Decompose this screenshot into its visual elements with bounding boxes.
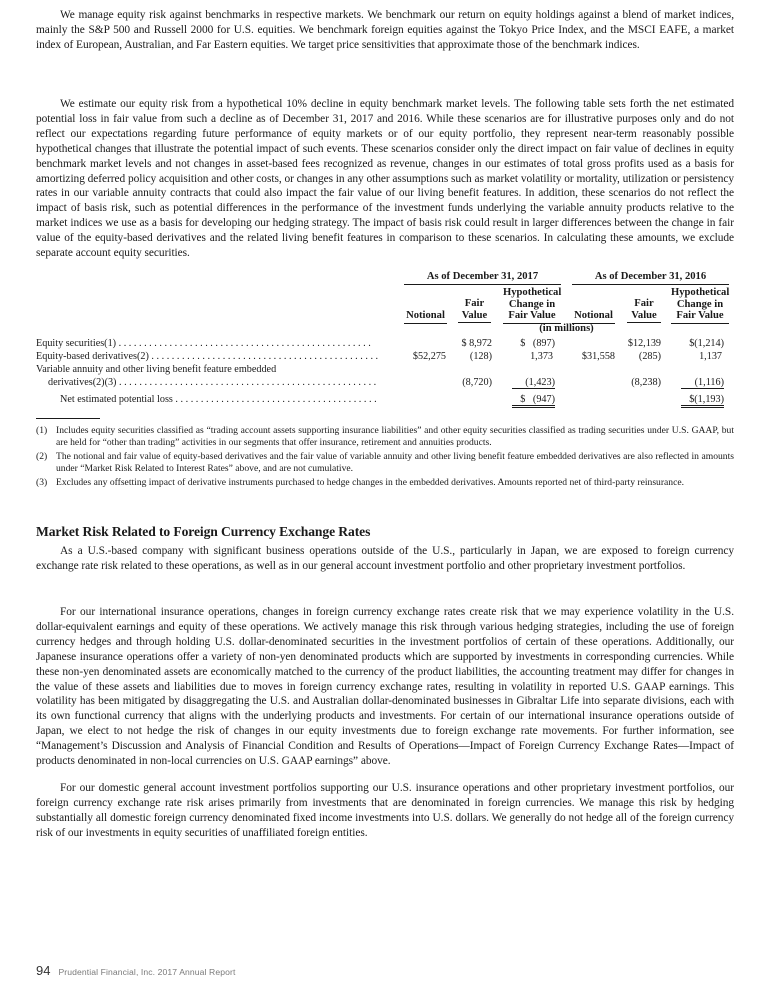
row-label-variable-annuity-line2: derivatives(2)(3) . . . . . . . . . . . . . . . . . . . . . . . . . . . . . . . . . . . . . . . . . . . . . . . . . . .	[48, 377, 377, 388]
cell-hyp-change-2017: 1,373	[530, 351, 553, 362]
footnote-text: Includes equity securities classified as “trading account assets supporting insurance liabilities” and other equity securities classified as trading securities under U.S. GAAP, but are held for “other than trading” activities in our segments that offer insurance, retirement and annuities products.	[56, 425, 734, 449]
cell-hyp-change-2016: $(1,214)	[689, 338, 724, 349]
cell-fair-value-2016: $12,139	[627, 338, 661, 349]
paragraph-equity-risk-estimate: We estimate our equity risk from a hypothetical 10% decline in equity benchmark market levels. The following table sets forth the net estimated potential loss in fair value from such a decline as of December 31, 2017 and 2016. While these scenarios are for illustrative purposes only and do not reflect our expectations regarding future performance of equity markets or of our equity portfolio, they represent near-term reasonably possible hypothetical changes that illustrate the potential impact of such events. These scenarios consider only the direct impact on fair value of declines in equity benchmark market levels and not changes in asset-based fees recognized as revenue, changes in our estimates of total gross profits used as a basis for amortizing deferred policy acquisition and other costs, or changes in any other assumptions such as market volatility or mortality, utilization or persistency rates in our variable annuity contracts that could also impact the fair value of our living benefit features. In addition, these scenarios do not reflect the impact of basis risk, such as potential differences in the performance of the investment funds underlying the variable annuity products relative to the market indices we use as a basis for developing our hedging strategy. The impact of basis risk could result in larger differences between the change in fair value of the equity-based derivatives and the related living benefit features in comparison to these scenarios. In calculating these amounts, we exclude separate account equity securities.	[36, 98, 734, 260]
footnote-2	[36, 451, 734, 476]
cell-fair-value-2017: (8,720)	[462, 377, 492, 388]
col-header-text: Change in	[508, 298, 556, 310]
cell-fair-value-2017: $ 8,972	[461, 338, 492, 349]
col-header-text: Change in	[676, 298, 724, 310]
cell-hyp-change-2016: (1,116)	[681, 377, 724, 389]
col-header-text: Fair Value	[676, 310, 724, 321]
col-header-text: Hypothetical	[671, 287, 730, 298]
row-label-equity-based-derivatives: Equity-based derivatives(2) . . . . . . . . . . . . . . . . . . . . . . . . . . . . . . . . . . . . . . . . . . . . .	[36, 351, 379, 362]
row-label-net-estimated-loss: Net estimated potential loss . . . . . . . . . . . . . . . . . . . . . . . . . . . . . . . . . . . . . . . .	[60, 394, 377, 405]
footnote-text: The notional and fair value of equity-based derivatives and the fair value of variable annuity and other living benefit feature embedded derivatives are also reflected in amounts under “Market Risk Related to Interest Rates” above, and are not cumulative.	[56, 450, 734, 475]
footnote-3	[36, 477, 734, 489]
group-header-2017: As of December 31, 2017	[404, 271, 561, 285]
paragraph-domestic-portfolios: For our domestic general account investment portfolios supporting our U.S. insurance operations and other proprietary investment portfolios, our foreign currency exchange rate risk arises primarily from investments that are denominated in foreign currencies. We manage this risk by hedging substantially all domestic foreign currency denominated fixed income investments into U.S. dollars. We generally do not hedge all of the foreign currency risk of our investments in equity securities of unaffiliated foreign entities.	[36, 782, 734, 839]
row-label-variable-annuity-line1: Variable annuity and other living benefit feature embedded	[36, 364, 277, 375]
paragraph-equity-benchmarks: We manage equity risk against benchmarks in respective markets. We benchmark our return on equity holdings against a blend of market indices, mainly the S&P 500 and Russell 2000 for U.S. equities. We benchmark foreign equities against the Tokyo Price Index, and the MSCI EAFE, a market index of European, Australian, and Far Eastern equities. We target price sensitivities that approximate those of the benchmark indices.	[36, 9, 734, 51]
col-header-text: Fair	[634, 298, 654, 309]
cell-net-loss-2017: $ (947)	[512, 394, 555, 408]
col-header-text: Fair Value	[508, 310, 556, 321]
paragraph-international-operations: For our international insurance operations, changes in foreign currency exchange rates create risk that we may experience volatility in the U.S. dollar-equivalent earnings and equity of these operations. We actively manage this risk through various hedging strategies, including the use of foreign currency hedges and through holding U.S. dollar-denominated securities in the investment portfolios of certain of these operations. Additionally, our Japanese insurance operations offer a variety of non-yen denominated products which are supported by investments in corresponding currencies. While these non-yen denominated assets are economically matched to the currency of the product liabilities, the accounting treatment may differ for changes in the value of these assets and liabilities due to moves in foreign currency exchange rates, resulting in volatility in reported U.S. GAAP earnings. This volatility has been mitigated by disaggregating the U.S. and Australian dollar-denominated businesses in Gibraltar Life into separate divisions, each with its own functional currency that aligns with the underlying products and investments. For certain of our international insurance operations outside of Japan, we elect to not hedge the risk of changes in our equity investments due to foreign exchange rate movements. For further information, see “Management’s Discussion and Analysis of Financial Condition and Results of Operations—Impact of Foreign Currency Exchange Rates—Impact of products denominated in non-local currencies on U.S. GAAP earnings” above.	[36, 606, 734, 768]
cell-fair-value-2016: (285)	[638, 351, 661, 362]
group-header-2016: As of December 31, 2016	[572, 271, 729, 285]
col-header-fair-value-2017	[458, 298, 491, 323]
page-number: 94	[36, 963, 51, 978]
col-header-text: Value	[631, 309, 657, 321]
cell-fair-value-2016: (8,238)	[631, 377, 661, 388]
section-heading: Market Risk Related to Foreign Currency Exchange Rates	[36, 524, 371, 539]
col-header-fair-value-2016	[627, 298, 661, 323]
footnote-number: (2)	[36, 450, 48, 462]
col-header-notional-2017: Notional	[404, 310, 447, 324]
col-header-text: Fair	[464, 298, 485, 309]
footnote-number: (3)	[36, 476, 48, 488]
footer-report-title: Prudential Financial, Inc. 2017 Annual Report	[58, 967, 236, 977]
cell-hyp-change-2016: 1,137	[699, 351, 722, 362]
col-header-text: Value	[461, 309, 488, 321]
row-label-equity-securities: Equity securities(1) . . . . . . . . . . . . . . . . . . . . . . . . . . . . . . . . . . . . . . . . . . . . . . . . . .	[36, 338, 371, 349]
cell-fair-value-2017: (128)	[469, 351, 492, 362]
cell-hyp-change-2017: (1,423)	[512, 377, 555, 389]
cell-notional-2017: $52,275	[412, 351, 446, 362]
footnote-text: Excludes any offsetting impact of derivative instruments purchased to hedge changes in the embedded derivatives. Amounts reported net of third-party reinsurance.	[56, 476, 685, 488]
footnotes	[36, 425, 734, 490]
col-header-notional-2016: Notional	[572, 310, 615, 324]
paragraph-us-based-company: As a U.S.-based company with significant business operations outside of the U.S., particularly in Japan, we are exposed to foreign currency exchange rate risk related to these operations, as well as in our general account investment portfolio and other proprietary investment portfolios.	[36, 545, 734, 572]
units-label: (in millions)	[539, 323, 594, 334]
cell-hyp-change-2017: $ (897)	[520, 338, 555, 349]
footnote-1	[36, 425, 734, 450]
footnote-divider	[36, 418, 100, 419]
cell-net-loss-2016: $(1,193)	[681, 394, 724, 408]
cell-notional-2016: $31,558	[581, 351, 615, 362]
col-header-hyp-change-2017	[503, 287, 561, 324]
page-footer	[36, 963, 235, 978]
col-header-hyp-change-2016	[671, 287, 729, 324]
footnote-number: (1)	[36, 425, 48, 436]
col-header-text: Hypothetical	[503, 287, 562, 298]
